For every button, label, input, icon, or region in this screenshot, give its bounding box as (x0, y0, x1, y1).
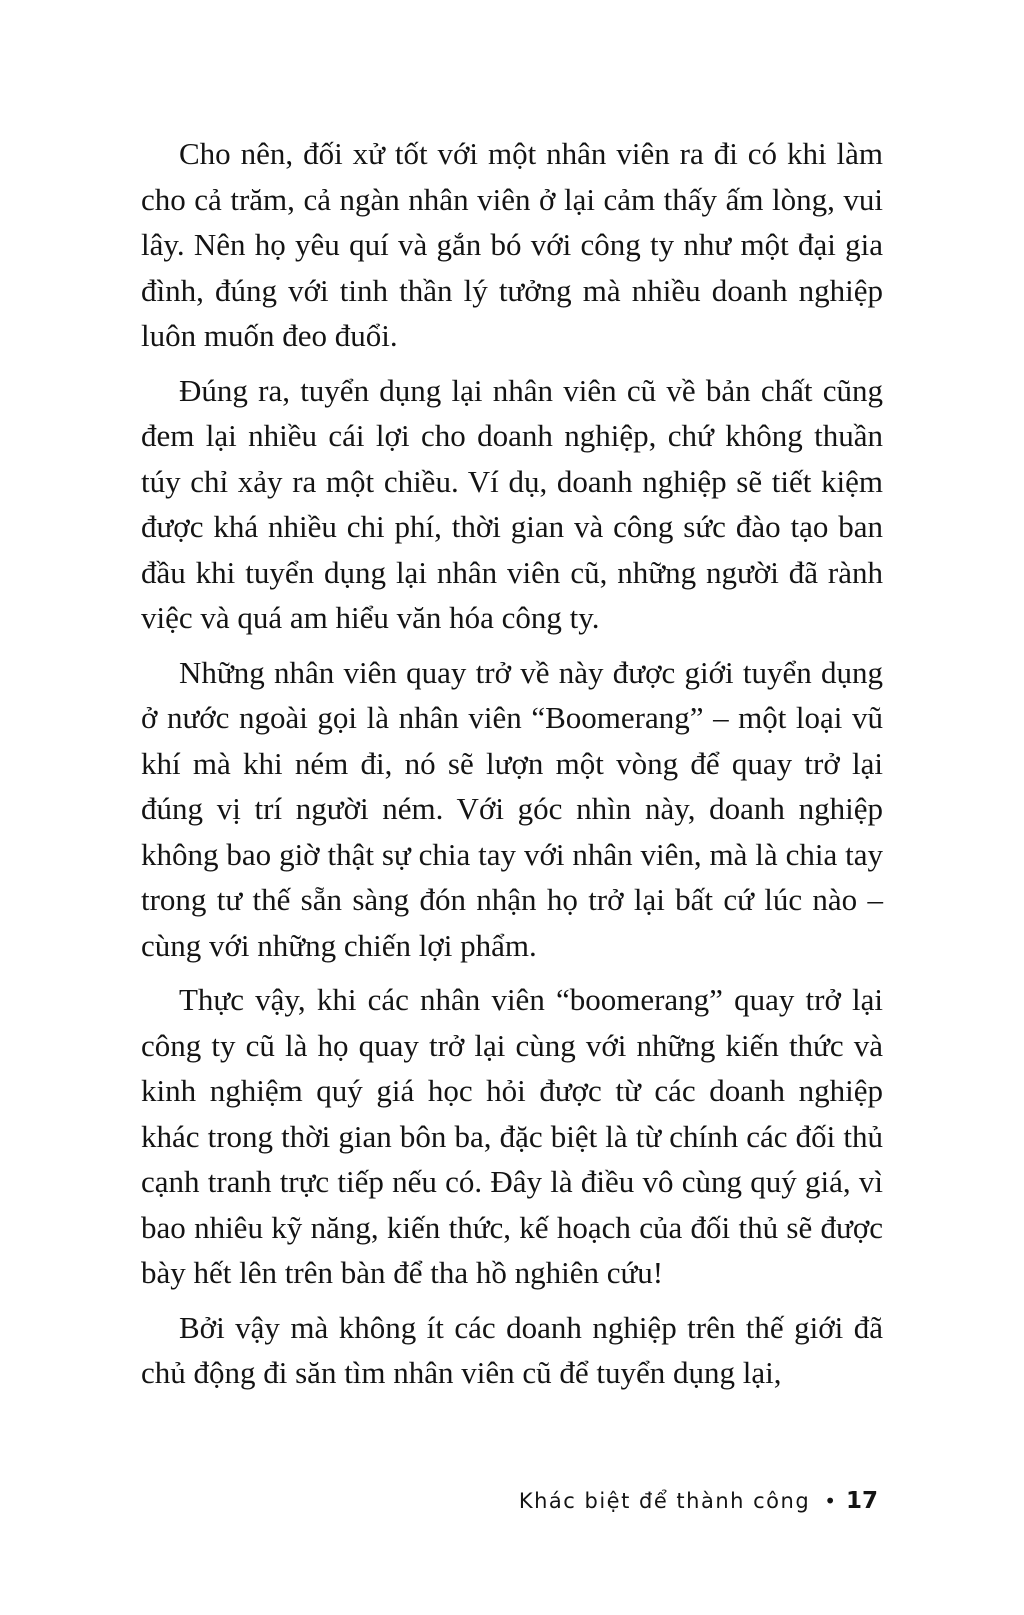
paragraph-2: Đúng ra, tuyển dụng lại nhân viên cũ về bản chất cũng đem lại nhiều cái lợi cho doanh nghiệp, chứ không thuần túy chỉ xảy ra một chiều. Ví dụ, doanh nghiệp sẽ tiết kiệm được khá nhiều chi phí, thời gian và công sức đào tạo ban đầu khi tuyển dụng lại nhân viên cũ, những người đã rành việc và quá am hiểu văn hóa công ty. (141, 372, 883, 635)
paragraph-4: Thực vậy, khi các nhân viên “boomerang” quay trở lại công ty cũ là họ quay trở lại cùng với những kiến thức và kinh nghiệm quý giá học hỏi được từ các doanh nghiệp khác trong thời gian bôn ba, đặc biệt là từ chính các đối thủ cạnh tranh trực tiếp nếu có. Đây là điều vô cùng quý giá, vì bao nhiêu kỹ năng, kiến thức, kế hoạch của đối thủ sẽ được bày hết lên trên bàn để tha hồ nghiên cứu! (141, 982, 883, 1290)
footer-separator: • (824, 1489, 836, 1513)
paragraph-3: Những nhân viên quay trở về này được giới tuyển dụng ở nước ngoài gọi là nhân viên “Boomerang” – một loại vũ khí mà khi ném đi, nó sẽ lượn một vòng để quay trở lại đúng vị trí người ném. Với góc nhìn này, doanh nghiệp không bao giờ thật sự chia tay với nhân viên, mà là chia tay trong tư thế sẵn sàng đón nhận họ trở lại bất cứ lúc nào – cùng với những chiến lợi phẩm. (141, 654, 883, 963)
running-title: Khác biệt để thành công (518, 1489, 811, 1513)
paragraph-1: Cho nên, đối xử tốt với một nhân viên ra đi có khi làm cho cả trăm, cả ngàn nhân viên ở lại cảm thấy ấm lòng, vui lây. Nên họ yêu quí và gắn bó với công ty như một đại gia đình, đúng với tinh thần lý tưởng mà nhiều doanh nghiệp luôn muốn đeo đuổi. (141, 136, 883, 353)
page-number: 17 (845, 1488, 878, 1514)
page-footer (519, 1488, 878, 1514)
body-text (141, 131, 883, 1405)
paragraph-5: Bởi vậy mà không ít các doanh nghiệp trên thế giới đã chủ động đi săn tìm nhân viên cũ để tuyển dụng lại, (141, 1309, 883, 1390)
